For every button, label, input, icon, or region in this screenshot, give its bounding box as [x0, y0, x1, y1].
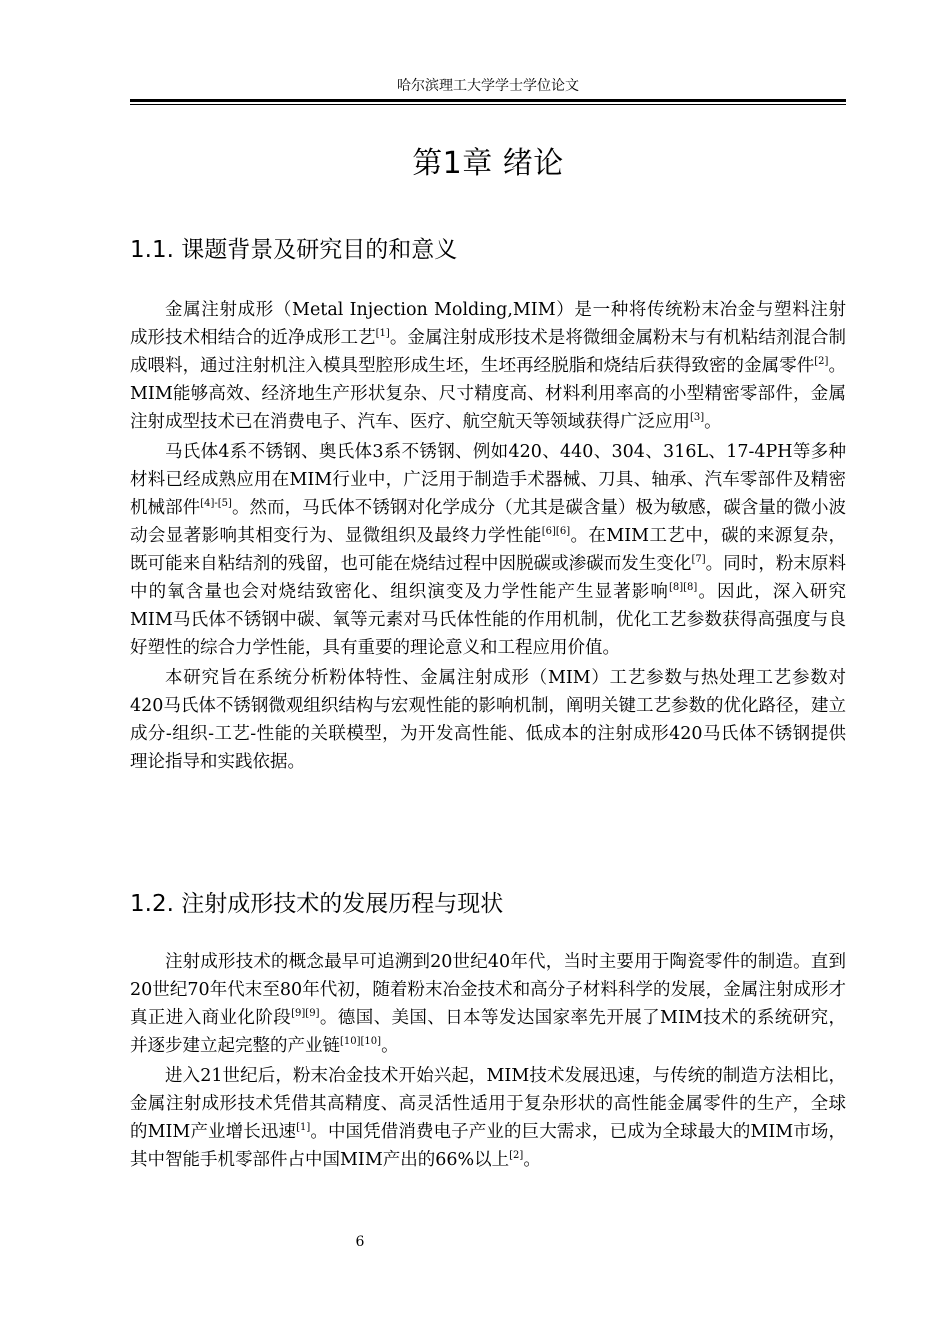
text-run: 。然而，马氏体不锈钢对化学成分（尤其是碳含量）极为敏感，碳含量的微小波动会显著影响其相变行为、显微组织及最终力学性能 — [130, 498, 847, 546]
text-run: 。 — [704, 412, 722, 432]
text-run: 。中国凭借消费电子产业的巨大需求，已成为全球最大的MIM市场，其中智能手机零部件占中国MIM产出的66%以上 — [130, 1122, 846, 1170]
text-run: 。 — [523, 1150, 541, 1170]
page-number: 6 — [355, 1234, 365, 1250]
citation: [6][6] — [541, 526, 571, 538]
citation: [1] — [296, 1122, 311, 1134]
text-run: 进入21世纪后，粉末冶金技术开始兴起，MIM技术发展迅速，与传统的制造方法相比，金属注射成形技术凭借其高精度、高灵活性适用于复杂形状的高性能金属零件的生产，全球的MIM产业增长迅速 — [130, 1066, 846, 1142]
citation: [10][10] — [340, 1036, 382, 1048]
text-run: 。MIM能够高效、经济地生产形状复杂、尺寸精度高、材料利用率高的小型精密零部件，金属注射成型技术已在消费电子、汽车、医疗、航空航天等领域获得广泛应用 — [130, 356, 846, 432]
text-run: 。在MIM工艺中，碳的来源复杂，既可能来自粘结剂的残留，也可能在烧结过程中因脱碳或渗碳而发生变化 — [130, 526, 846, 574]
paragraph-martensitic-steel — [130, 438, 846, 662]
text-run: 金属注射成形（Metal Injection Molding,MIM）是一种将传统粉末冶金与塑料注射成形技术相结合的近净成形工艺 — [130, 300, 846, 348]
citation: [9][9] — [291, 1008, 320, 1020]
citation: [2] — [814, 356, 829, 368]
text-run: 。因此，深入研究MIM马氏体不锈钢中碳、氧等元素对马氏体性能的作用机制，优化工艺参数获得高强度与良好塑性的综合力学性能，具有重要的理论意义和工程应用价值。 — [130, 582, 847, 658]
paragraph-research-aim: 本研究旨在系统分析粉体特性、金属注射成形（MIM）工艺参数与热处理工艺参数对420马氏体不锈钢微观组织结构与宏观性能的影响机制，阐明关键工艺参数的优化路径，建立成分-组织-工艺-性能的关联模型，为开发高性能、低成本的注射成形420马氏体不锈钢提供理论指导和实践依据。 — [130, 668, 846, 772]
citation: [3] — [690, 412, 705, 424]
section-heading-1-1: 1.1. 课题背景及研究目的和意义 — [130, 237, 458, 263]
citation: [7] — [691, 554, 706, 566]
text-run: 。金属注射成形技术是将微细金属粉末与有机粘结剂混合制成喂料，通过注射机注入模具型腔形成生坯，生坯再经脱脂和烧结后获得致密的金属零件 — [130, 328, 846, 376]
text-run: 马氏体4系不锈钢、奥氏体3系不锈钢、例如420、440、304、316L、17-4PH等多种材料已经成熟应用在MIM行业中，广泛用于制造手术器械、刀具、轴承、汽车零部件及精密机械部件 — [130, 442, 846, 518]
citation: [2] — [509, 1150, 524, 1162]
header-rule — [130, 99, 846, 102]
paragraph-mim-intro — [130, 296, 846, 436]
paragraph-current-status — [130, 1062, 846, 1174]
text-run: 注射成形技术的概念最早可追溯到20世纪40年代，当时主要用于陶瓷零件的制造。直到20世纪70年代末至80年代初，随着粉末冶金技术和高分子材料科学的发展，金属注射成形才真正进入商业化阶段 — [130, 952, 846, 1028]
text-run: 。德国、美国、日本等发达国家率先开展了MIM技术的系统研究，并逐步建立起完整的产业链 — [130, 1008, 847, 1056]
citation: [8][8] — [668, 582, 698, 594]
header-rule-thin — [130, 104, 846, 105]
paragraph-history — [130, 948, 846, 1060]
text-run: 。同时，粉末原料中的氧含量也会对烧结致密化、组织演变及力学性能产生显著影响 — [130, 554, 847, 602]
citation: [1] — [375, 328, 390, 340]
text-run: 。 — [381, 1036, 399, 1056]
section-1-1-body — [130, 296, 846, 778]
section-1-2-body — [130, 948, 846, 1176]
running-header: 哈尔滨理工大学学士学位论文 — [397, 78, 579, 94]
chapter-title: 第1章 绪论 — [412, 146, 564, 181]
section-heading-1-2: 1.2. 注射成形技术的发展历程与现状 — [130, 891, 504, 917]
citation: [4]-[5] — [200, 498, 232, 510]
